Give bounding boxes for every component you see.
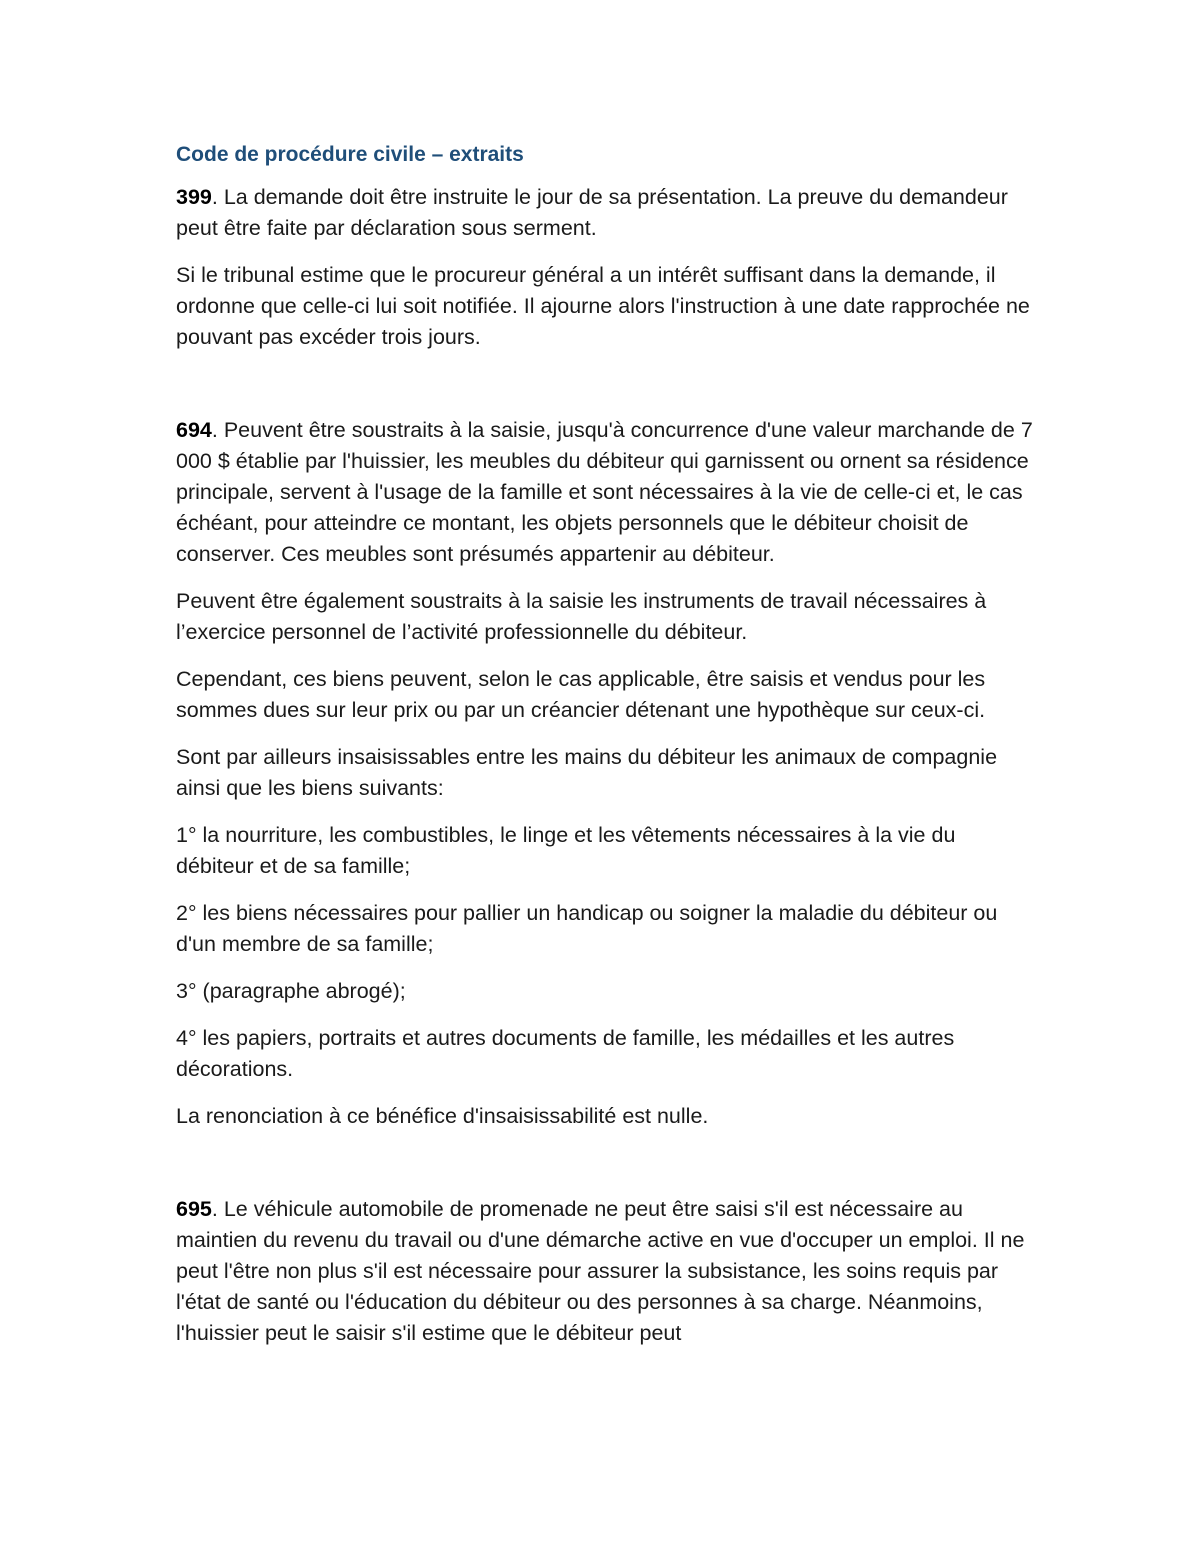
article-paragraph: Cependant, ces biens peuvent, selon le cas applicable, être saisis et vendus pour les sommes dues sur leur prix ou par un créancier détenant une hypothèque sur ceux-ci. — [176, 667, 986, 722]
article-paragraph — [176, 1194, 1036, 1349]
list-item: 3° (paragraphe abrogé); — [176, 979, 406, 1003]
paragraph-text: . La demande doit être instruite le jour de sa présentation. La preuve du demandeur peut être faite par déclaration sous serment. — [176, 185, 1008, 240]
article-number: 399 — [176, 185, 212, 209]
article-spacer — [176, 1148, 1036, 1194]
article-number: 695 — [176, 1197, 212, 1221]
article-paragraph — [176, 182, 1036, 244]
article-694 — [176, 415, 1036, 1132]
list-item: 4° les papiers, portraits et autres documents de famille, les médailles et les autres décorations. — [176, 1026, 955, 1081]
article-paragraph — [176, 415, 1036, 570]
article-399 — [176, 182, 1036, 353]
list-item: 1° la nourriture, les combustibles, le linge et les vêtements nécessaires à la vie du débiteur et de sa famille; — [176, 823, 956, 878]
paragraph-text: . Le véhicule automobile de promenade ne peut être saisi s'il est nécessaire au maintien du revenu du travail ou d'une démarche active en vue d'occuper un emploi. Il ne peut l'être non plus s'il est nécessaire pour assurer la subsistance, les soins requis par l'état de santé ou l'éducation du débiteur ou des personnes à sa charge. Néanmoins, l'huissier peut le saisir s'il estime que le débiteur peut — [176, 1197, 1025, 1345]
article-paragraph: Sont par ailleurs insaisissables entre les mains du débiteur les animaux de compagnie ainsi que les biens suivants: — [176, 745, 998, 800]
article-paragraph: Si le tribunal estime que le procureur général a un intérêt suffisant dans la demande, il ordonne que celle-ci lui soit notifiée. Il ajourne alors l'instruction à une date rapprochée ne pouvant pas excéder trois jours. — [176, 263, 1030, 349]
document-title: Code de procédure civile – extraits — [176, 143, 524, 166]
article-695 — [176, 1194, 1036, 1349]
article-paragraph: Peuvent être également soustraits à la saisie les instruments de travail nécessaires à l’exercice personnel de l’activité professionnelle du débiteur. — [176, 589, 987, 644]
paragraph-text: . Peuvent être soustraits à la saisie, jusqu'à concurrence d'une valeur marchande de 7 000 $ établie par l'huissier, les meubles du débiteur qui garnissent ou ornent sa résidence principale, servent à l'usage de la famille et sont nécessaires à la vie de celle-ci et, le cas échéant, pour atteindre ce montant, les objets personnels que le débiteur choisit de conserver. Ces meubles sont présumés appartenir au débiteur. — [176, 418, 1033, 566]
article-number: 694 — [176, 418, 212, 442]
document-page — [176, 138, 1036, 1365]
article-spacer — [176, 369, 1036, 415]
article-paragraph: La renonciation à ce bénéfice d'insaisissabilité est nulle. — [176, 1104, 709, 1128]
list-item: 2° les biens nécessaires pour pallier un handicap ou soigner la maladie du débiteur ou d'un membre de sa famille; — [176, 901, 998, 956]
